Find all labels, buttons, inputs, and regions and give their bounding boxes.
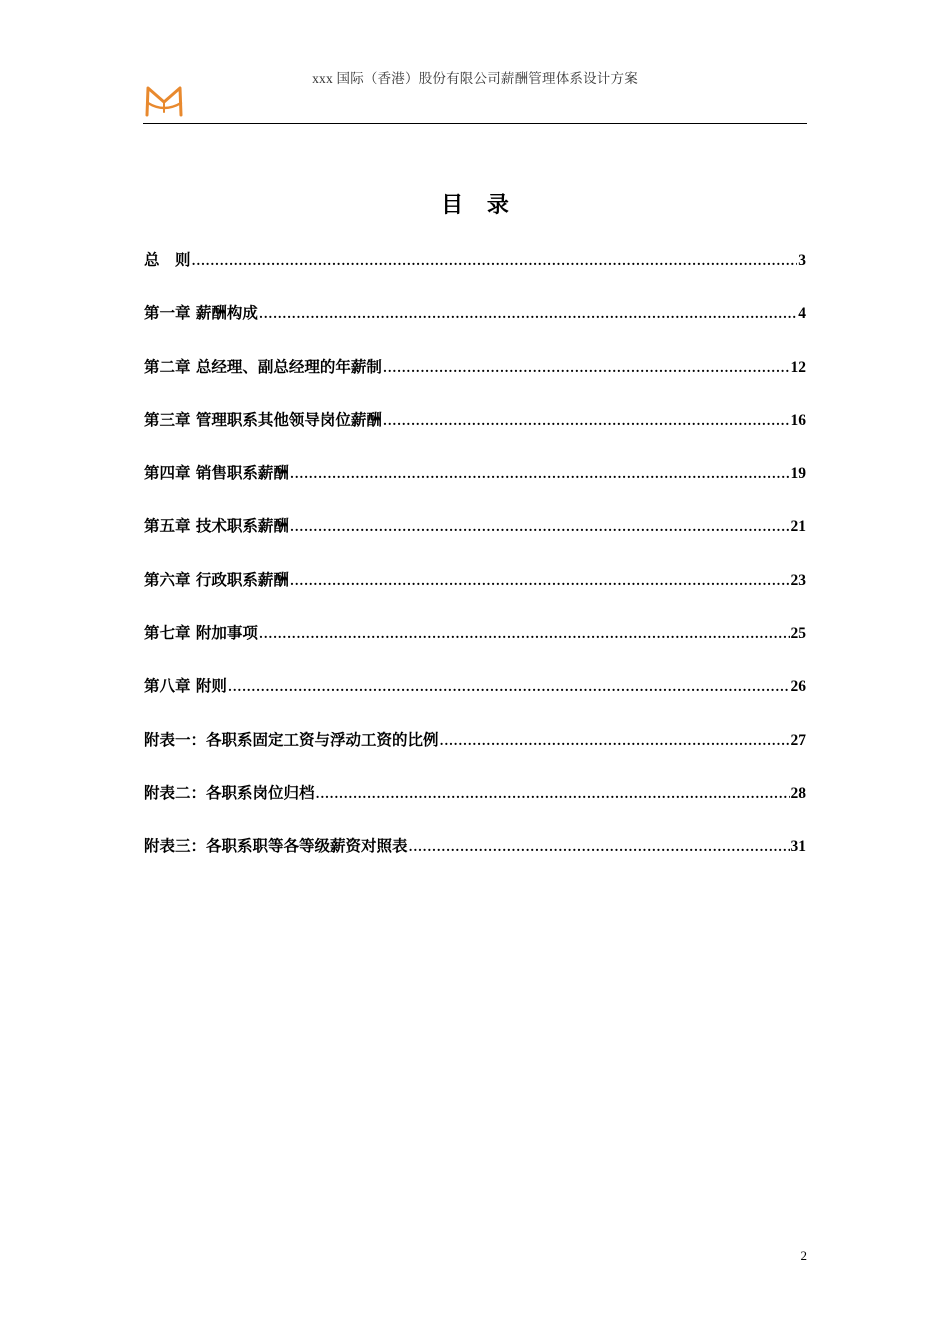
- toc-leader-dots: [259, 627, 790, 641]
- toc-leader-dots: [290, 520, 790, 534]
- page-header: [143, 60, 807, 124]
- toc-entry-chapter-8[interactable]: [144, 674, 806, 727]
- toc-entry-label: 第二章 总经理、副总经理的年薪制: [144, 356, 382, 376]
- toc-leader-dots: [440, 734, 790, 748]
- toc-entry-chapter-4[interactable]: [144, 461, 806, 514]
- cat-ears-logo-icon: [143, 82, 185, 118]
- toc-entry-chapter-5[interactable]: [144, 514, 806, 567]
- toc-entry-page: 3: [798, 252, 806, 269]
- toc-entry-label: 第六章 行政职系薪酬: [144, 569, 289, 589]
- toc-entry-page: 28: [790, 784, 806, 802]
- toc-entry-chapter-6[interactable]: [144, 568, 806, 621]
- toc-entry-label: 第一章 薪酬构成: [144, 303, 258, 323]
- toc-entry-label: 第七章 附加事项: [144, 623, 258, 643]
- toc-entry-page: 25: [790, 625, 806, 643]
- toc-leader-dots: [383, 361, 790, 375]
- toc-entry-appendix-3[interactable]: [144, 834, 806, 887]
- toc-entry-label: 附表三：各职系职等各等级薪资对照表: [144, 836, 408, 856]
- toc-leader-dots: [192, 254, 798, 268]
- toc-leader-dots: [409, 840, 790, 854]
- toc-entry-page: 31: [790, 838, 806, 856]
- table-of-contents: [144, 248, 806, 888]
- toc-entry-page: 4: [798, 305, 806, 323]
- toc-entry-page: 12: [790, 358, 806, 376]
- toc-entry-page: 16: [790, 411, 806, 429]
- toc-entry-label: 总 则: [144, 250, 191, 269]
- toc-entry-label: 附表一：各职系固定工资与浮动工资的比例: [144, 729, 439, 749]
- toc-entry-label: 第八章 附则: [144, 676, 227, 696]
- toc-entry-chapter-1[interactable]: [144, 301, 806, 354]
- toc-title: 目 录: [441, 192, 517, 218]
- toc-entry-chapter-2[interactable]: [144, 355, 806, 408]
- toc-leader-dots: [316, 787, 790, 801]
- toc-leader-dots: [383, 414, 790, 428]
- toc-entry-page: 19: [790, 465, 806, 483]
- toc-entry-page: 23: [790, 571, 806, 589]
- page-number: 2: [800, 1248, 807, 1263]
- toc-leader-dots: [290, 574, 790, 588]
- toc-entry-chapter-3[interactable]: [144, 408, 806, 461]
- toc-entry-page: 21: [790, 518, 806, 536]
- toc-leader-dots: [259, 307, 797, 321]
- header-title: xxx 国际（香港）股份有限公司薪酬管理体系设计方案: [312, 71, 638, 86]
- toc-entry-page: 27: [790, 731, 806, 749]
- toc-entry-label: 第三章 管理职系其他领导岗位薪酬: [144, 409, 382, 429]
- toc-leader-dots: [228, 680, 790, 694]
- toc-entry-label: 第四章 销售职系薪酬: [144, 463, 289, 483]
- toc-entry-page: 26: [790, 678, 806, 696]
- toc-entry-label: 附表二：各职系岗位归档: [144, 782, 315, 802]
- toc-entry-chapter-7[interactable]: [144, 621, 806, 674]
- toc-leader-dots: [290, 467, 790, 481]
- toc-entry-general[interactable]: [144, 248, 806, 301]
- toc-entry-appendix-2[interactable]: [144, 781, 806, 834]
- toc-entry-appendix-1[interactable]: [144, 728, 806, 781]
- toc-entry-label: 第五章 技术职系薪酬: [144, 516, 289, 536]
